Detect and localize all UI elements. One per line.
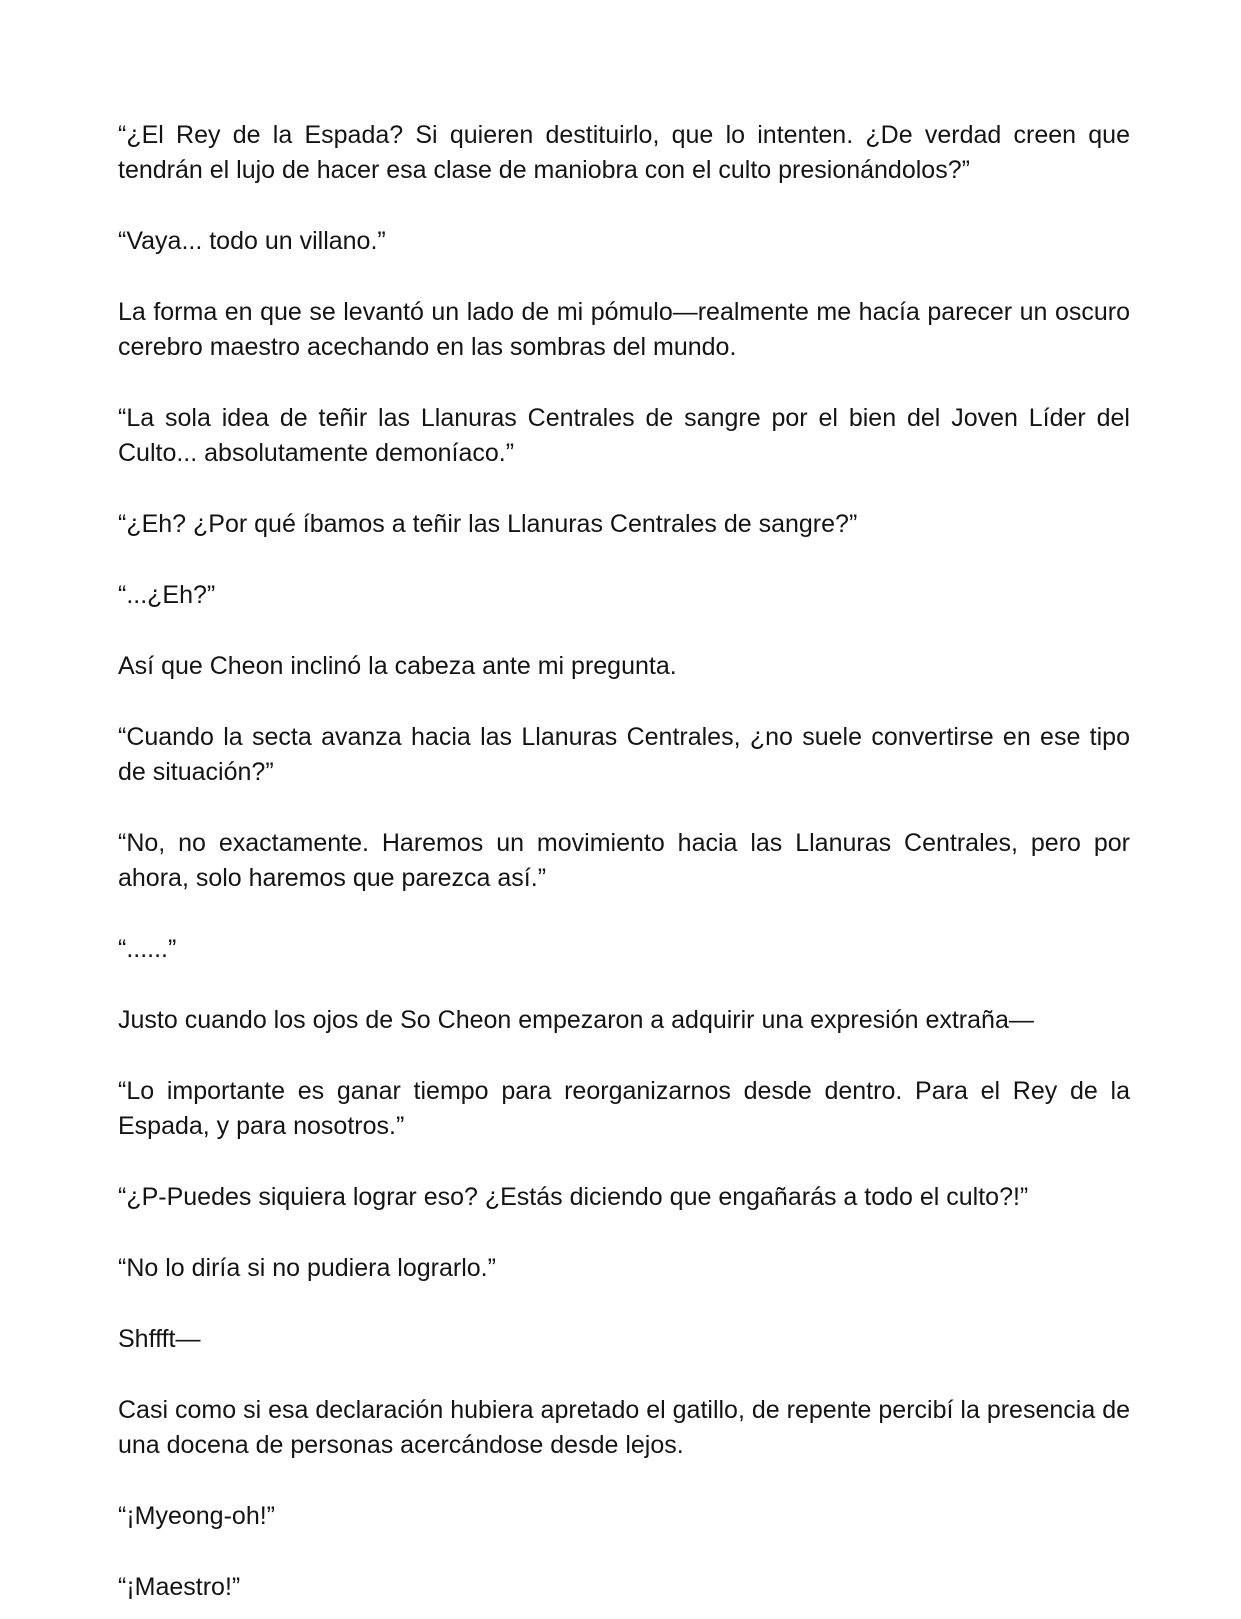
paragraph: Justo cuando los ojos de So Cheon empezaron a adquirir una expresión extraña— (118, 1006, 1034, 1034)
paragraph: “No, no exactamente. Haremos un movimiento hacia las Llanuras Centrales, pero por ahora, solo haremos que parezca así.” (118, 829, 1130, 892)
paragraph: “Cuando la secta avanza hacia las Llanuras Centrales, ¿no suele convertirse en ese tipo de situación?” (118, 723, 1130, 786)
paragraph: Shffft— (118, 1325, 201, 1353)
paragraph: “Lo importante es ganar tiempo para reorganizarnos desde dentro. Para el Rey de la Espada, y para nosotros.” (118, 1077, 1130, 1140)
paragraph: “La sola idea de teñir las Llanuras Centrales de sangre por el bien del Joven Líder del Culto... absolutamente demoníaco.” (118, 404, 1130, 467)
text-column (118, 118, 1130, 1605)
paragraph: “Vaya... todo un villano.” (118, 227, 386, 255)
paragraph: “No lo diría si no pudiera lograrlo.” (118, 1254, 496, 1282)
paragraph: Así que Cheon inclinó la cabeza ante mi pregunta. (118, 652, 677, 680)
paragraph: “¿El Rey de la Espada? Si quieren destituirlo, que lo intenten. ¿De verdad creen que tendrán el lujo de hacer esa clase de maniobra con el culto presionándolos?” (118, 121, 1130, 184)
paragraph: “......” (118, 935, 177, 963)
paragraph: La forma en que se levantó un lado de mi pómulo—realmente me hacía parecer un oscuro cerebro maestro acechando en las sombras del mundo. (118, 298, 1130, 361)
paragraph: “¿Eh? ¿Por qué íbamos a teñir las Llanuras Centrales de sangre?” (118, 510, 858, 538)
paragraph: “¿P-Puedes siquiera lograr eso? ¿Estás diciendo que engañarás a todo el culto?!” (118, 1183, 1029, 1211)
paragraph: “...¿Eh?” (118, 581, 216, 609)
paragraph: “¡Maestro!” (118, 1573, 241, 1601)
paragraph: “¡Myeong-oh!” (118, 1502, 275, 1530)
paragraph: Casi como si esa declaración hubiera apretado el gatillo, de repente percibí la presencia de una docena de personas acercándose desde lejos. (118, 1396, 1130, 1459)
